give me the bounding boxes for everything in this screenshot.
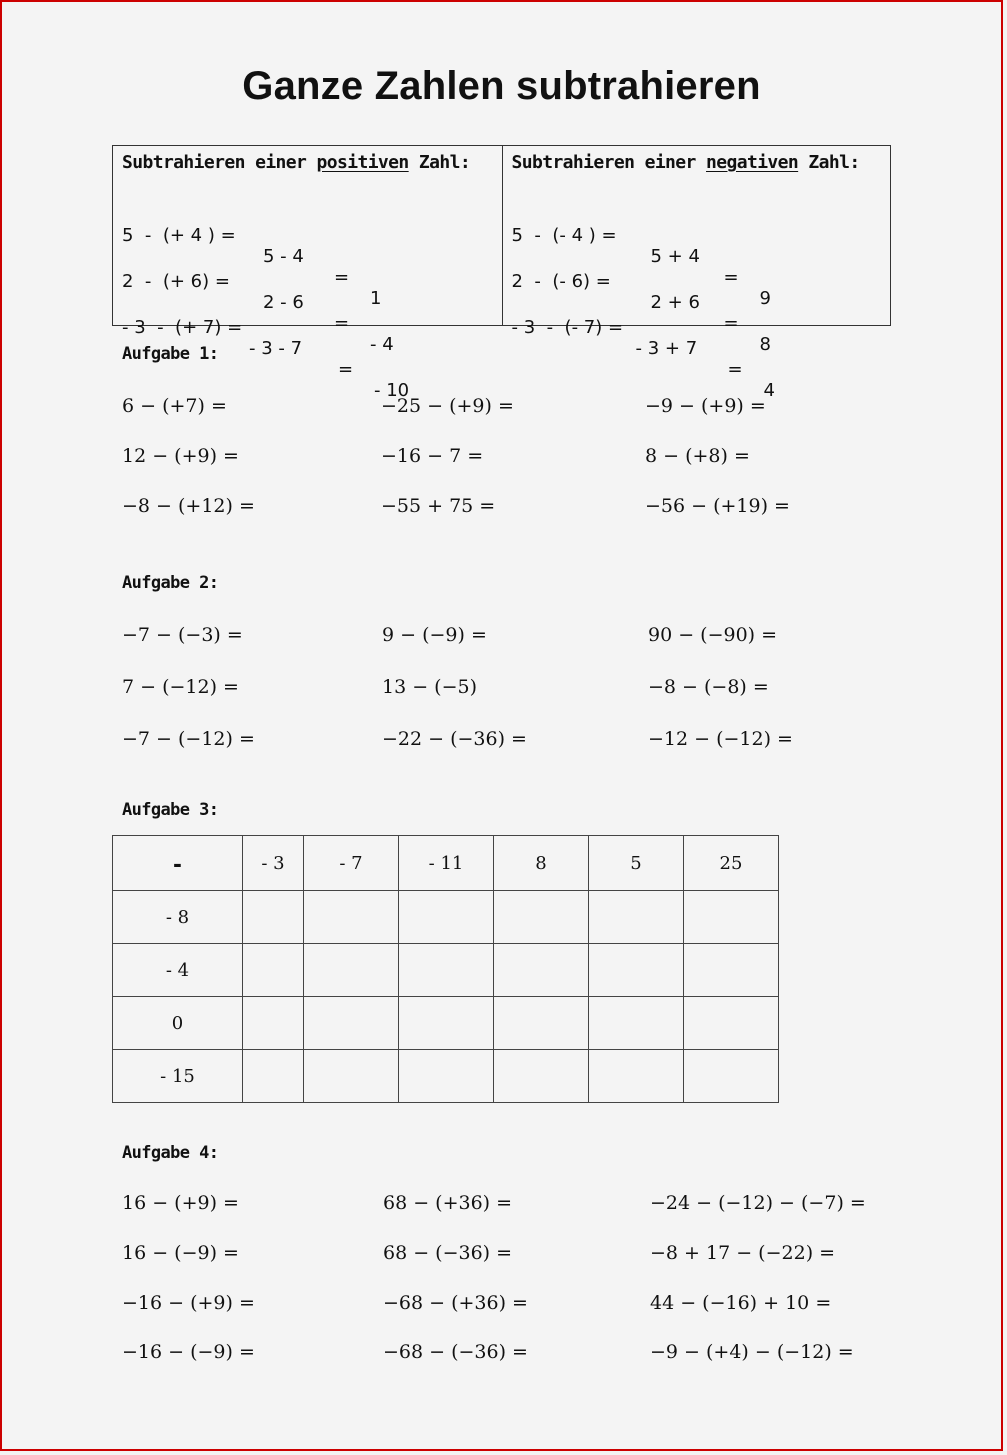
exercise-expression: −16 − (+9) = — [122, 1292, 255, 1314]
column-header: 5 — [589, 836, 684, 891]
answer-cell[interactable] — [494, 1050, 589, 1103]
column-header: - 11 — [399, 836, 494, 891]
exercise-expression: 13 − (−5) — [382, 676, 478, 698]
rule-result: - 10 — [374, 380, 410, 401]
rule-rewrite: - 3 - 7 — [249, 338, 303, 359]
rule-equals: = — [334, 313, 350, 334]
rule-equals: = — [334, 267, 350, 288]
answer-cell[interactable] — [684, 891, 779, 944]
heading-underlined-word: positiven — [316, 152, 409, 173]
exercise-expression: −9 − (+4) − (−12) = — [650, 1341, 854, 1363]
exercise-expression: 68 − (−36) = — [383, 1242, 513, 1264]
exercise-expression: −56 − (+19) = — [645, 495, 790, 517]
answer-cell[interactable] — [589, 997, 684, 1050]
heading-underlined-word: negativen — [706, 152, 799, 173]
answer-cell[interactable] — [399, 891, 494, 944]
exercise-expression: −68 − (−36) = — [383, 1341, 528, 1363]
answer-cell[interactable] — [399, 944, 494, 997]
exercise-expression: −12 − (−12) = — [648, 728, 793, 750]
exercise-expression: −16 − (−9) = — [122, 1341, 255, 1363]
rule-expression: 5 - (+ 4 ) = — [122, 225, 236, 246]
answer-cell[interactable] — [304, 997, 399, 1050]
rule-result: - 4 — [370, 334, 394, 355]
row-header: - 15 — [113, 1050, 243, 1103]
rule-equals: = — [723, 267, 739, 288]
column-header: 25 — [684, 836, 779, 891]
answer-cell[interactable] — [399, 997, 494, 1050]
exercise-expression: −8 + 17 − (−22) = — [650, 1242, 836, 1264]
rule-result: 9 — [759, 288, 771, 309]
column-header: 8 — [494, 836, 589, 891]
answer-cell[interactable] — [589, 1050, 684, 1103]
rule-result: 1 — [370, 288, 382, 309]
answer-cell[interactable] — [589, 944, 684, 997]
aufgabe-3-label: Aufgabe 3: — [122, 800, 219, 820]
operator-cell: - — [113, 836, 243, 891]
answer-cell[interactable] — [684, 944, 779, 997]
rule-result: 8 — [759, 334, 771, 355]
heading-text: Subtrahieren einer — [122, 152, 317, 173]
rule-expression: 2 - (+ 6) = — [122, 271, 230, 292]
heading-text: Zahl: — [798, 152, 860, 173]
exercise-expression: −68 − (+36) = — [383, 1292, 528, 1314]
answer-cell[interactable] — [399, 1050, 494, 1103]
rule-result: 4 — [763, 380, 775, 401]
exercise-expression: 6 − (+7) = — [122, 395, 227, 417]
exercise-expression: −9 − (+9) = — [645, 395, 766, 417]
exercise-expression: 12 − (+9) = — [122, 445, 239, 467]
answer-cell[interactable] — [243, 944, 304, 997]
answer-cell[interactable] — [684, 997, 779, 1050]
subtraction-table — [112, 835, 779, 1103]
rule-equals: = — [723, 313, 739, 334]
heading-text: Subtrahieren einer — [511, 152, 707, 173]
row-header: 0 — [113, 997, 243, 1050]
answer-cell[interactable] — [243, 1050, 304, 1103]
exercise-expression: −22 − (−36) = — [382, 728, 527, 750]
rule-expression: 2 - (- 6) = — [511, 271, 611, 292]
exercise-expression: −7 − (−12) = — [122, 728, 255, 750]
exercise-expression: −8 − (+12) = — [122, 495, 255, 517]
answer-cell[interactable] — [684, 1050, 779, 1103]
rule-positive-heading — [122, 152, 470, 173]
exercise-expression: −7 − (−3) = — [122, 624, 243, 646]
exercise-expression: −55 + 75 = — [381, 495, 496, 517]
exercise-expression: 16 − (+9) = — [122, 1192, 239, 1214]
table-header-row — [113, 836, 779, 891]
exercise-expression: 8 − (+8) = — [645, 445, 750, 467]
answer-cell[interactable] — [304, 944, 399, 997]
rule-negative-heading — [512, 152, 860, 173]
table-row — [113, 944, 779, 997]
answer-cell[interactable] — [243, 997, 304, 1050]
exercise-expression: −8 − (−8) = — [648, 676, 769, 698]
rule-rewrite: 2 + 6 — [650, 292, 700, 313]
rule-rewrite: 2 - 6 — [263, 292, 304, 313]
rule-rewrite: - 3 + 7 — [635, 338, 698, 359]
column-header: - 3 — [243, 836, 304, 891]
rule-equals: = — [338, 359, 354, 380]
row-header: - 4 — [113, 944, 243, 997]
page-title: Ganze Zahlen subtrahieren — [242, 64, 761, 108]
table-row — [113, 997, 779, 1050]
answer-cell[interactable] — [494, 891, 589, 944]
exercise-expression: −25 − (+9) = — [381, 395, 514, 417]
table-row — [113, 1050, 779, 1103]
row-header: - 8 — [113, 891, 243, 944]
exercise-expression: −24 − (−12) − (−7) = — [650, 1192, 866, 1214]
aufgabe-2-label: Aufgabe 2: — [122, 573, 219, 593]
answer-cell[interactable] — [494, 944, 589, 997]
exercise-expression: 9 − (−9) = — [382, 624, 487, 646]
exercise-expression: 44 − (−16) + 10 = — [650, 1292, 832, 1314]
aufgabe-1-label: Aufgabe 1: — [122, 344, 219, 364]
exercise-expression: −16 − 7 = — [381, 445, 484, 467]
rule-rewrite: 5 - 4 — [263, 246, 304, 267]
exercise-expression: 7 − (−12) = — [122, 676, 239, 698]
answer-cell[interactable] — [304, 1050, 399, 1103]
rule-rewrite: 5 + 4 — [650, 246, 700, 267]
rule-expression: - 3 - (+ 7) = — [122, 317, 243, 338]
exercise-expression: 16 − (−9) = — [122, 1242, 239, 1264]
answer-cell[interactable] — [243, 891, 304, 944]
rule-equals: = — [727, 359, 743, 380]
heading-text: Zahl: — [408, 152, 471, 173]
exercise-expression: 68 − (+36) = — [383, 1192, 513, 1214]
answer-cell[interactable] — [494, 997, 589, 1050]
rule-expression: - 3 - (- 7) = — [511, 317, 624, 338]
table-row — [113, 891, 779, 944]
column-header: - 7 — [304, 836, 399, 891]
answer-cell[interactable] — [304, 891, 399, 944]
rule-negative — [502, 146, 891, 401]
rule-expression: 5 - (- 4 ) = — [511, 225, 617, 246]
aufgabe-4-label: Aufgabe 4: — [122, 1143, 219, 1163]
answer-cell[interactable] — [589, 891, 684, 944]
exercise-expression: 90 − (−90) = — [648, 624, 778, 646]
